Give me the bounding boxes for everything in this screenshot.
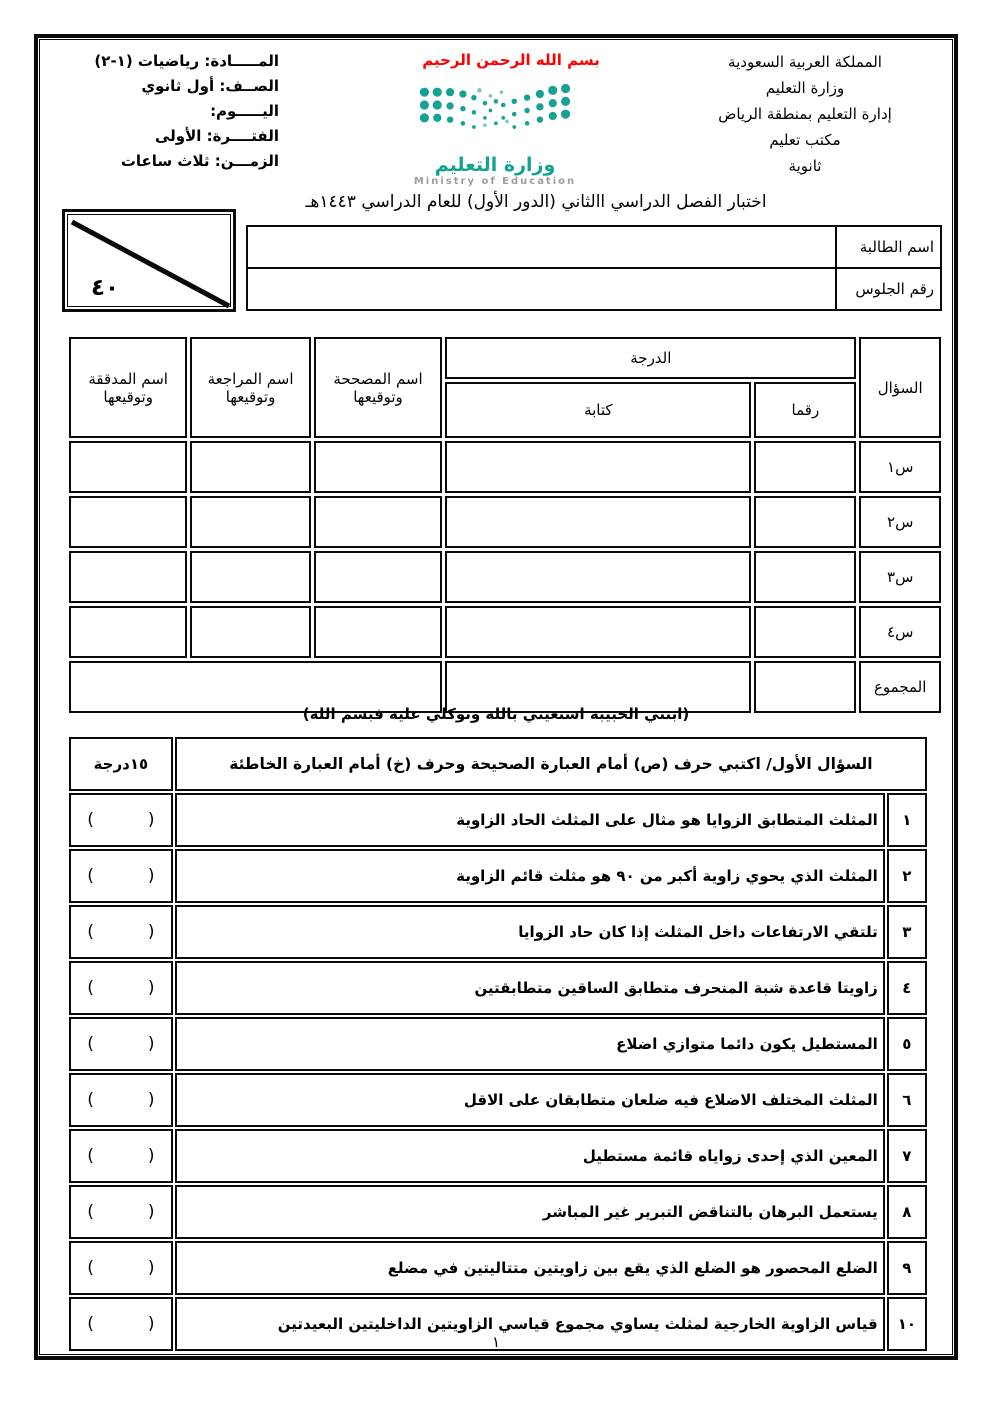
answer-cell[interactable]: ( ) [69,1073,173,1127]
total-row-label: المجموع [859,661,941,713]
table-row [247,268,941,310]
question-row-label: س٣ [859,551,941,603]
subject-line: المـــــادة: رياضيات (١-٢) [94,52,279,70]
question1-table [67,735,929,1353]
reviewer-cell[interactable] [190,606,310,658]
table-row [69,905,927,959]
answer-cell[interactable]: ( ) [69,793,173,847]
grade-numeric-cell[interactable] [754,606,856,658]
page-number: ١ [491,1333,501,1351]
corrector-cell[interactable] [314,441,443,493]
answer-cell[interactable]: ( ) [69,961,173,1015]
item-statement: المثلث الذي يحوي زاوية أكبر من ٩٠ هو مثلث قائم الزاوية [175,849,885,903]
item-number: ١ [887,793,927,847]
col-header-question: السؤال [859,337,941,438]
page-frame-inner [39,39,953,1355]
table-row [247,226,941,268]
logo-arabic-wordmark: وزارة التعليم [434,154,556,176]
day-line: اليـــــوم: [210,102,279,120]
corrector-cell[interactable] [314,606,443,658]
student-name-label: اسم الطالبة [836,226,941,268]
grade-numeric-cell[interactable] [754,441,856,493]
education-office: مكتب تعليم [769,131,841,149]
item-number: ٩ [887,1241,927,1295]
grade-numeric-cell[interactable] [754,551,856,603]
item-statement: المثلث المتطابق الزوايا هو مثال على المثلث الحاد الزاوية [175,793,885,847]
item-statement: المثلث المختلف الاضلاع فيه ضلعان متطابقان على الاقل [175,1073,885,1127]
item-number: ١٠ [887,1297,927,1351]
item-statement: زاويتا قاعدة شبة المنحرف متطابق الساقين متطابقتين [175,961,885,1015]
table-row [69,849,927,903]
question-row-label: س٢ [859,496,941,548]
answer-cell[interactable]: ( ) [69,1297,173,1351]
corrector-cell[interactable] [314,496,443,548]
auditor-cell[interactable] [69,551,187,603]
grade-numeric-cell[interactable] [754,496,856,548]
grade-written-cell[interactable] [445,606,751,658]
col-header-grade: الدرجة [445,337,856,379]
auditor-cell[interactable] [69,496,187,548]
answer-cell[interactable]: ( ) [69,1241,173,1295]
table-row [69,1017,927,1071]
item-number: ٤ [887,961,927,1015]
table-row [69,441,941,493]
grade-written-cell[interactable] [445,496,751,548]
reviewer-cell[interactable] [190,496,310,548]
page-frame [34,34,958,1360]
auditor-cell[interactable] [69,441,187,493]
col-header-written: كتابة [445,382,751,438]
total-score-box [62,209,236,312]
exam-meta-block [51,49,279,174]
item-number: ٧ [887,1129,927,1183]
answer-cell[interactable]: ( ) [69,849,173,903]
table-row [69,1073,927,1127]
table-row [69,551,941,603]
grade-line: الصــف: أول ثانوي [141,77,279,95]
country-name: المملكة العربية السعودية [728,53,882,71]
table-row [69,1129,927,1183]
grade-written-cell[interactable] [445,551,751,603]
item-number: ٨ [887,1185,927,1239]
ministry-logo [355,83,635,188]
table-row [69,961,927,1015]
school-type: ثانوية [788,157,822,175]
item-statement: الضلع المحصور هو الضلع الذي يقع بين زاويتين متتاليتين في مضلع [175,1241,885,1295]
col-header-numeric: رقما [754,382,856,438]
table-row [69,1241,927,1295]
question1-header: السؤال الأول/ اكتبي حرف (ص) أمام العبارة الصحيحة وحرف (خ) أمام العبارة الخاطئة [175,737,927,791]
question-row-label: س٤ [859,606,941,658]
table-row [69,496,941,548]
ministry-name: وزارة التعليم [765,79,845,97]
item-number: ٢ [887,849,927,903]
item-statement: تلتقي الارتفاعات داخل المثلث إذا كان حاد الزوايا [175,905,885,959]
corrector-cell[interactable] [314,551,443,603]
education-admin: إدارة التعليم بمنطقة الرياض [718,105,892,123]
item-statement: المستطيل يكون دائما متوازي اضلاع [175,1017,885,1071]
answer-cell[interactable]: ( ) [69,905,173,959]
question1-points: ١٥درجة [69,737,173,791]
ministry-header-block [665,49,945,179]
answer-cell[interactable]: ( ) [69,1017,173,1071]
col-header-reviewer: اسم المراجعة وتوقيعها [190,337,310,438]
table-row [69,606,941,658]
grades-table [66,334,944,716]
table-row [69,793,927,847]
question-row-label: س١ [859,441,941,493]
duration-line: الزمـــن: ثلاث ساعات [120,152,279,170]
answer-cell[interactable]: ( ) [69,1185,173,1239]
item-statement: قياس الزاوية الخارجية لمثلث يساوي مجموع قياسي الزاويتين الداخليتين البعيدتين [175,1297,885,1351]
blessing-text: (ابنتي الحبيبة استعيني بالله وتوكلي عليه فبسم الله) [302,705,690,723]
table-row [69,1185,927,1239]
item-statement: المعين الذي إحدى زواياه قائمة مستطيل [175,1129,885,1183]
seat-number-field[interactable] [247,268,836,310]
student-name-field[interactable] [247,226,836,268]
reviewer-cell[interactable] [190,551,310,603]
total-score-value: ٤٠ [91,275,120,301]
answer-cell[interactable]: ( ) [69,1129,173,1183]
bismillah-text: بسم الله الرحمن الرحيم [422,51,600,69]
exam-title: اختبار الفصل الدراسي االثاني (الدور الأول) للعام الدراسي ١٤٤٣هـ [305,192,767,212]
seat-number-label: رقم الجلوس [836,268,941,310]
item-statement: يستعمل البرهان بالتناقض التبرير غير المباشر [175,1185,885,1239]
logo-english-wordmark: Ministry of Education [413,176,577,187]
col-header-auditor: اسم المدققة وتوقيعها [69,337,187,438]
item-number: ٥ [887,1017,927,1071]
item-number: ٣ [887,905,927,959]
grade-written-cell[interactable] [445,441,751,493]
item-number: ٦ [887,1073,927,1127]
ministry-logo-dots-icon [410,83,580,149]
reviewer-cell[interactable] [190,441,310,493]
student-info-table [246,225,942,311]
col-header-corrector: اسم المصححة وتوقيعها [314,337,443,438]
period-line: الفتــــرة: الأولى [154,127,279,145]
auditor-cell[interactable] [69,606,187,658]
